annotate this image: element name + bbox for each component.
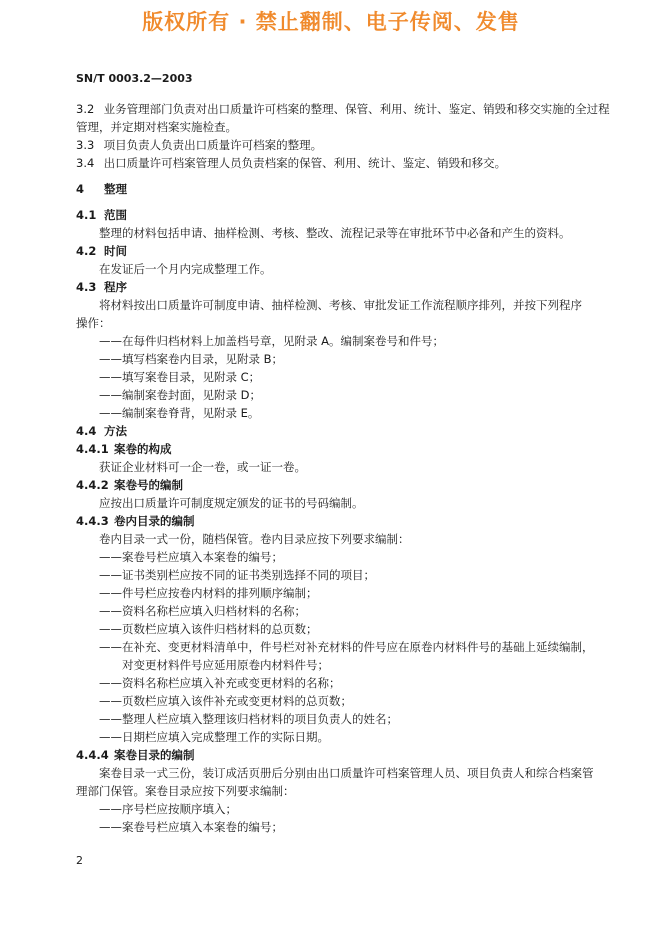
list-item: ——页数栏应填入该件归档材料的总页数； [99,622,318,636]
document-number: SN/T 0003.2—2003 [76,72,193,85]
list-item: ——资料名称栏应填入补充或变更材料的名称； [99,676,341,690]
clause-4-3-heading [76,278,596,296]
clause-title: 卷内目录的编制 [114,514,195,528]
list-item: ——整理人栏应填入整理该归档材料的项目负责人的姓名； [99,712,398,726]
clause-4-4-1-heading [76,440,596,458]
list-item: ——编制案卷脊背，见附录 E。 [99,406,260,420]
clause-4-4-3-text: 卷内目录一式一份，随档保管。卷内目录应按下列要求编制： [99,532,410,546]
clause-number: 4.4.4 [76,748,109,762]
clause-number: 3.4 [76,156,95,170]
clause-title: 程序 [104,280,128,294]
clause-number: 3.3 [76,138,95,152]
clause-number: 3.2 [76,102,95,116]
list-item: ——在每件归档材料上加盖档号章，见附录 A。编制案卷号和件号； [99,334,445,348]
clause-4-1-text: 整理的材料包括申请、抽样检测、考核、整改、流程记录等在审批环节中必备和产生的资料。 [99,226,571,240]
clause-4-2-heading [76,242,596,260]
clause-number: 4.1 [76,208,97,222]
clause-3-4 [76,154,596,172]
section-title: 整理 [104,182,128,196]
list-item: ——在补充、变更材料清单中，件号栏对补充材料的件号应在原卷内材料件号的基础上延续编制， [99,640,594,654]
list-item: ——填写档案卷内目录，见附录 B； [99,352,284,366]
watermark-banner: 版权所有 · 禁止翻制、电子传阅、发售 [142,10,520,34]
clause-4-2-text: 在发证后一个月内完成整理工作。 [99,262,272,276]
section-4-heading [76,180,596,198]
clause-title: 方法 [104,424,128,438]
clause-text: 出口质量许可档案管理人员负责档案的保管、利用、统计、鉴定、销毁和移交。 [103,156,507,170]
list-item: ——编制案卷封面，见附录 D； [99,388,262,402]
clause-title: 时间 [104,244,128,258]
clause-title: 案卷目录的编制 [114,748,195,762]
clause-text: 项目负责人负责出口质量许可档案的整理。 [103,138,323,152]
clause-title: 范围 [104,208,128,222]
clause-4-3-text: 将材料按出口质量许可制度申请、抽样检测、考核、审批发证工作流程顺序排列，并按下列程序 [99,298,582,312]
clause-4-4-2-heading [76,476,596,494]
clause-4-4-heading [76,422,596,440]
list-item-cont: 对变更材料件号应延用原卷内材料件号； [122,658,329,672]
document-body [76,100,610,836]
section-number: 4 [76,182,85,196]
list-item: ——证书类别栏应按不同的证书类别选择不同的项目； [99,568,375,582]
clause-number: 4.3 [76,280,97,294]
clause-number: 4.4.1 [76,442,109,456]
list-item: ——序号栏应按顺序填入； [99,802,237,816]
list-item: ——案卷号栏应填入本案卷的编号； [99,820,283,834]
clause-title: 案卷的构成 [114,442,172,456]
clause-4-4-4-heading [76,746,596,764]
clause-3-3 [76,136,596,154]
clause-number: 4.4.3 [76,514,109,528]
clause-number: 4.4.2 [76,478,109,492]
list-item: ——件号栏应按卷内材料的排列顺序编制； [99,586,318,600]
clause-4-1-heading [76,206,596,224]
clause-title: 案卷号的编制 [114,478,184,492]
clause-4-4-2-text: 应按出口质量许可制度规定颁发的证书的号码编制。 [99,496,364,510]
list-item: ——资料名称栏应填入归档材料的名称； [99,604,306,618]
clause-number: 4.4 [76,424,97,438]
clause-4-4-1-text: 获证企业材料可一企一卷，或一证一卷。 [99,460,306,474]
page-number: 2 [76,854,83,867]
clause-4-4-3-heading [76,512,596,530]
clause-4-3-text-cont: 操作： [76,316,111,330]
clause-3-2-cont: 管理，并定期对档案实施检查。 [76,120,237,134]
clause-3-2 [76,100,610,118]
clause-number: 4.2 [76,244,97,258]
clause-4-4-4-text-cont: 理部门保管。案卷目录应按下列要求编制： [76,784,295,798]
clause-4-4-4-text: 案卷目录一式三份，装订成活页册后分别由出口质量许可档案管理人员、项目负责人和综合档案管 [99,766,594,780]
list-item: ——日期栏应填入完成整理工作的实际日期。 [99,730,329,744]
list-item: ——案卷号栏应填入本案卷的编号； [99,550,283,564]
list-item: ——页数栏应填入该件补充或变更材料的总页数； [99,694,352,708]
list-item: ——填写案卷目录，见附录 C； [99,370,261,384]
clause-text: 业务管理部门负责对出口质量许可档案的整理、保管、利用、统计、鉴定、销毁和移交实施的全过程 [103,102,610,116]
